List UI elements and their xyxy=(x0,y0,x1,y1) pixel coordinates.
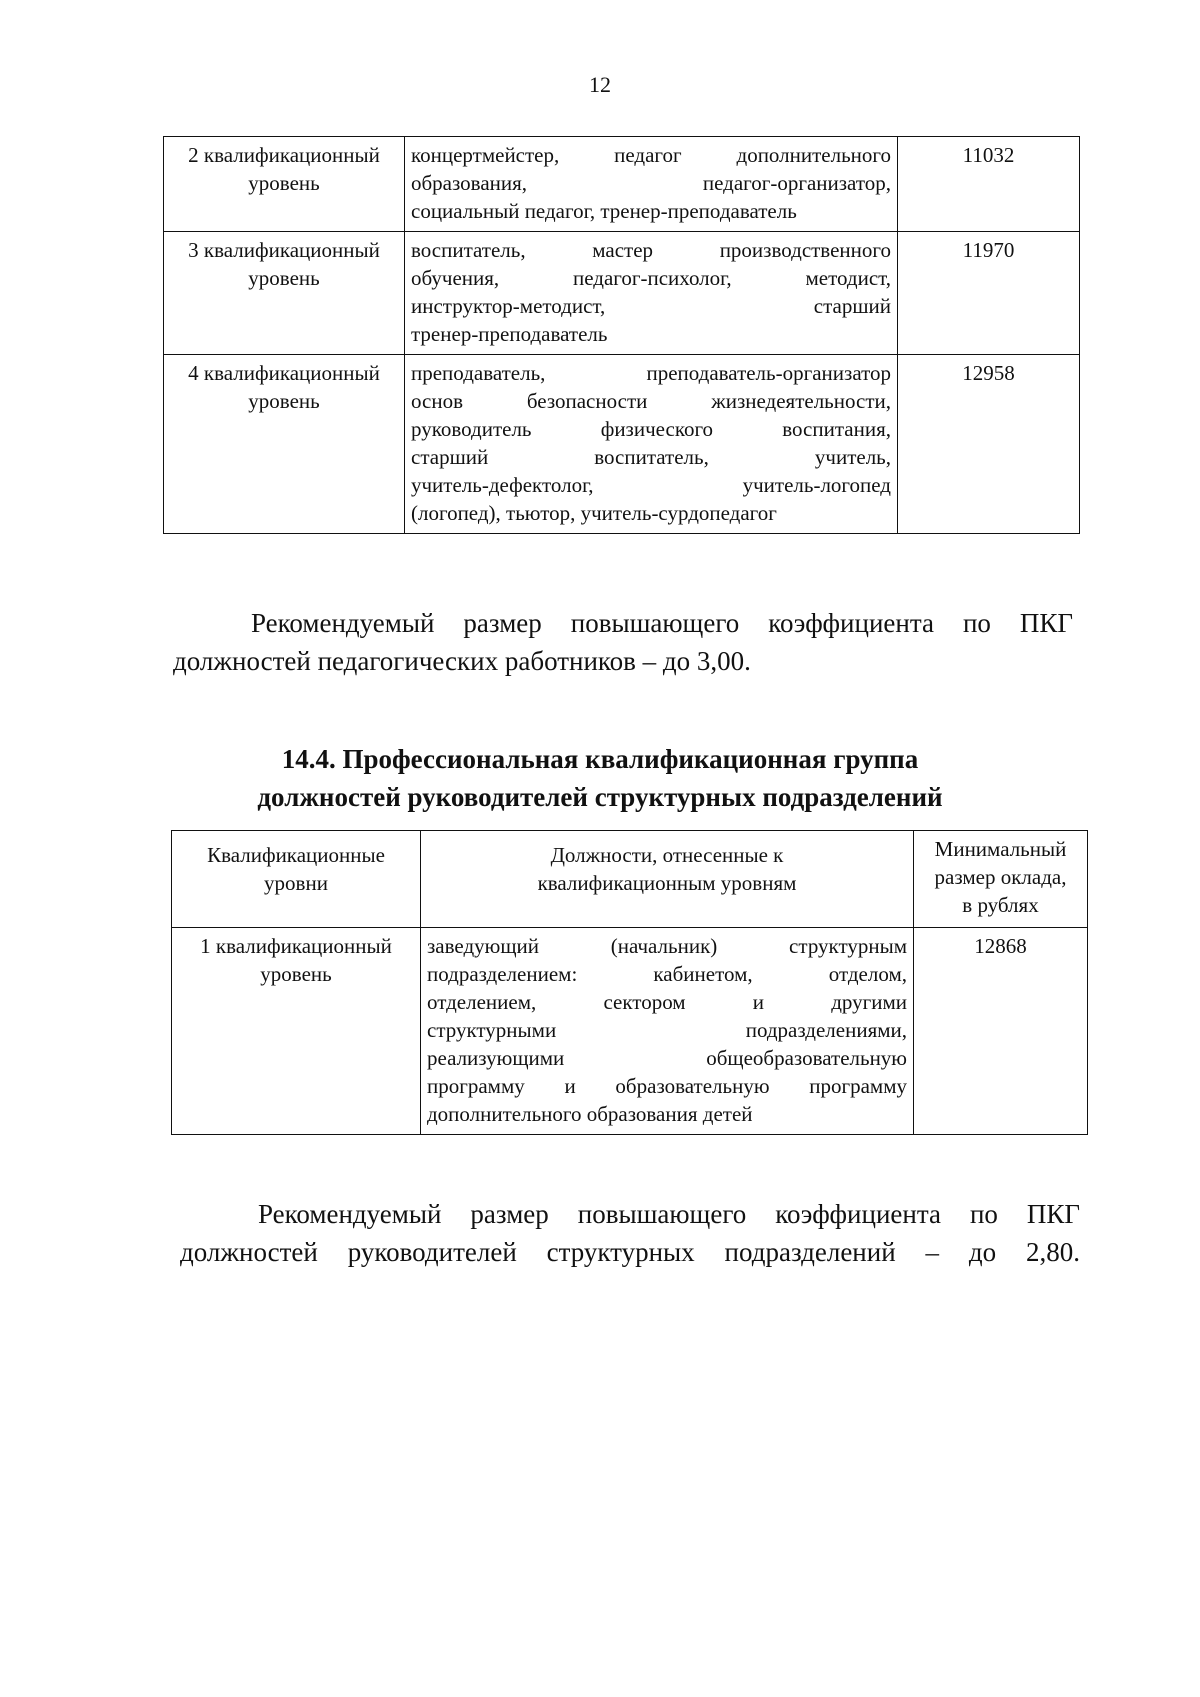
table-body xyxy=(172,831,1088,1135)
header-line: Минимальный xyxy=(934,837,1067,861)
positions-line: старший воспитатель, учитель, xyxy=(411,445,891,469)
salary-cell: 11970 xyxy=(898,232,1080,355)
salary-cell: 12868 xyxy=(914,928,1088,1135)
table-row xyxy=(172,928,1088,1135)
header-positions xyxy=(421,831,914,928)
level-line: уровень xyxy=(260,962,332,986)
header-salary xyxy=(914,831,1088,928)
positions-line: обучения, педагог-психолог, методист, xyxy=(411,266,891,290)
positions-line: инструктор-методист, старший xyxy=(411,294,891,318)
pedagogical-positions-table xyxy=(163,136,1080,534)
positions-line: отделением, сектором и другими xyxy=(427,990,907,1014)
paragraph-line: должностей руководителей структурных подразделений – до 2,80. xyxy=(180,1237,1080,1267)
level-cell xyxy=(164,232,405,355)
section-title xyxy=(0,740,1200,816)
positions-line: программу и образовательную программу xyxy=(427,1074,907,1098)
positions-line: тренер-преподаватель xyxy=(411,322,608,346)
positions-line: подразделением: кабинетом, отделом, xyxy=(427,962,907,986)
level-line: 3 квалификационный xyxy=(188,238,380,262)
positions-line: социальный педагог, тренер-преподаватель xyxy=(411,199,797,223)
section-title-line: 14.4. Профессиональная квалификационная группа xyxy=(281,744,919,774)
level-line: уровень xyxy=(248,389,320,413)
positions-cell xyxy=(405,137,898,232)
level-line: 4 квалификационный xyxy=(188,361,380,385)
paragraph-line: Рекомендуемый размер повышающего коэффициента по ПКГ xyxy=(258,1199,1080,1229)
header-line: размер оклада, xyxy=(934,865,1067,889)
level-line: уровень xyxy=(248,171,320,195)
paragraph-line: Рекомендуемый размер повышающего коэффициента по ПКГ xyxy=(251,608,1073,638)
positions-cell xyxy=(421,928,914,1135)
table-row xyxy=(164,137,1080,232)
positions-line: преподаватель, преподаватель-организатор xyxy=(411,361,891,385)
table-row xyxy=(164,355,1080,534)
positions-line: реализующими общеобразовательную xyxy=(427,1046,907,1070)
positions-line: концертмейстер, педагог дополнительного xyxy=(411,143,891,167)
positions-cell xyxy=(405,355,898,534)
page-number: 12 xyxy=(589,72,611,97)
table-header-row xyxy=(172,831,1088,928)
positions-line: заведующий (начальник) структурным xyxy=(427,934,907,958)
salary-cell: 11032 xyxy=(898,137,1080,232)
positions-line: учитель-дефектолог, учитель-логопед xyxy=(411,473,891,497)
positions-line: воспитатель, мастер производственного xyxy=(411,238,891,262)
positions-line: (логопед), тьютор, учитель-сурдопедагог xyxy=(411,501,777,525)
level-cell xyxy=(172,928,421,1135)
coefficient-paragraph-pedagogical xyxy=(173,604,1073,680)
paragraph-line: должностей педагогических работников – до 3,00. xyxy=(173,646,751,676)
header-line: Квалификационные xyxy=(207,843,385,867)
level-line: уровень xyxy=(248,266,320,290)
positions-line: руководитель физического воспитания, xyxy=(411,417,891,441)
level-cell xyxy=(164,355,405,534)
level-cell xyxy=(164,137,405,232)
positions-line: дополнительного образования детей xyxy=(427,1102,753,1126)
header-level xyxy=(172,831,421,928)
positions-line: структурными подразделениями, xyxy=(427,1018,907,1042)
department-heads-table xyxy=(171,830,1088,1135)
header-line: уровни xyxy=(264,871,328,895)
table-row xyxy=(164,232,1080,355)
header-line: Должности, отнесенные к xyxy=(550,843,784,867)
positions-line: образования, педагог-организатор, xyxy=(411,171,891,195)
level-line: 1 квалификационный xyxy=(200,934,392,958)
salary-cell: 12958 xyxy=(898,355,1080,534)
coefficient-paragraph-department-heads xyxy=(180,1195,1080,1271)
header-line: квалификационным уровням xyxy=(537,871,797,895)
table-body xyxy=(164,137,1080,534)
section-title-line: должностей руководителей структурных подразделений xyxy=(257,782,943,812)
header-line: в рублях xyxy=(962,893,1039,917)
positions-cell xyxy=(405,232,898,355)
positions-line: основ безопасности жизнедеятельности, xyxy=(411,389,891,413)
level-line: 2 квалификационный xyxy=(188,143,380,167)
